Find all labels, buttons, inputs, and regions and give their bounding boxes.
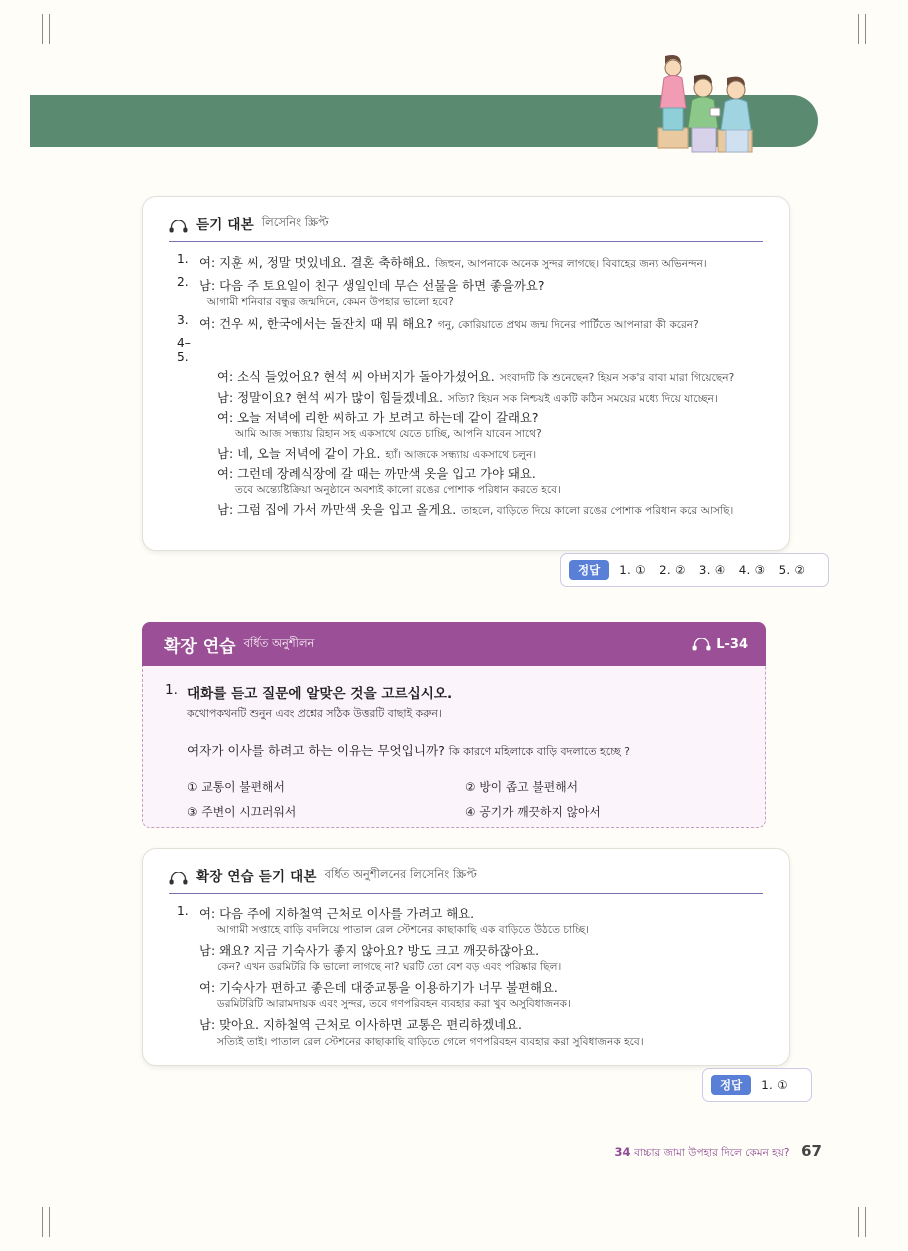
line-bangla: ডরমিটরিটি আরামদায়ক এবং সুন্দর, তবে গণপরিবহন ব্যবহার করা খুব অসুবিধাজনক।	[217, 998, 571, 1011]
line-korean: 남: 그럼 집에 가서 까만색 옷을 입고 올게요.	[217, 501, 457, 517]
extension-script-card	[142, 848, 790, 1066]
answer-item: 1. ①	[761, 1078, 788, 1092]
choice-option[interactable]: ④ 공기가 깨끗하지 않아서	[465, 805, 601, 819]
line-korean: 여: 기숙사가 편하고 좋은데 대중교통을 이용하기가 너무 불편해요.	[199, 980, 558, 996]
prompt-bangla: কি কারণে মহিলাকে বাড়ি বদলাতে হচ্ছে ?	[448, 745, 630, 758]
line-bangla: তাহলে, বাড়িতে দিয়ে কালো রঙের পোশাক পরিধান করে আসছি।	[461, 504, 734, 517]
script-line	[177, 252, 759, 273]
script-line	[177, 904, 759, 939]
crop-mark-bottom-right	[854, 1207, 870, 1237]
line-number: 4–5.	[177, 335, 191, 364]
unit-number: 34	[614, 1145, 631, 1159]
extension-practice-header	[142, 622, 766, 666]
section1-title-ko: 듣기 대본	[196, 217, 254, 233]
answer-key-1	[560, 553, 829, 587]
section1-title-bn: লিসেনিং স্ক্রিপ্ট	[261, 215, 329, 229]
script-line	[177, 978, 759, 1013]
answer-item: 4. ③	[738, 563, 766, 577]
choice-option[interactable]: ② 방이 좁고 불편해서	[465, 780, 578, 794]
line-bangla: সংবাদটি কি শুনেছেন? হিয়ন সক'র বাবা মারা গিয়েছেন?	[499, 371, 735, 384]
line-korean: 남: 다음 주 토요일이 친구 생일인데 무슨 선물을 하면 좋을까요?	[199, 277, 545, 293]
extension-practice-body	[142, 666, 766, 828]
unit-title: বাচ্চার জামা উপহার দিলে কেমন হয়?	[634, 1147, 790, 1159]
script-line	[177, 336, 759, 364]
extension-title-bn: বর্ধিত অনুশীলন	[243, 635, 315, 650]
extension-title-ko: 확장 연습	[164, 636, 236, 657]
headset-icon	[169, 872, 188, 885]
crop-mark-bottom-left	[38, 1207, 54, 1237]
line-korean: 여: 다음 주에 지하철역 근처로 이사를 가려고 해요.	[199, 906, 475, 921]
choice-option[interactable]: ③ 주변이 시끄러워서	[187, 805, 297, 819]
line-bangla: সত্যিই তাই। পাতাল রেল স্টেশনের কাছাকাছি বাড়িতে গেলে গণপরিবহন ব্যবহার করা সুবিধাজনক হবে।	[217, 1035, 644, 1048]
line-bangla: হ্যাঁ। আজকে সন্ধ্যায় একসাথে চলুন।	[385, 448, 537, 461]
section3-script	[143, 894, 789, 1070]
line-korean: 남: 맞아요. 지하철역 근처로 이사하면 교통은 편리하겠네요.	[199, 1017, 522, 1033]
people-illustration	[640, 50, 770, 165]
line-number	[177, 978, 199, 1013]
line-bangla: তবে অন্ত্যেষ্টিক্রিয়া অনুষ্ঠানে অবশ্যই কালো রঙের পোশাক পরিধান করতে হবে।	[235, 483, 561, 496]
line-number	[177, 941, 199, 976]
crop-mark-top-left	[38, 14, 54, 44]
answer-item: 1. ①	[619, 563, 646, 577]
headset-icon	[692, 638, 711, 651]
section1-title-row	[143, 197, 789, 239]
dialogue-line	[217, 464, 759, 499]
line-korean: 남: 네, 오늘 저녁에 같이 가요.	[217, 445, 381, 461]
audio-track-label: L-34	[716, 636, 748, 652]
line-number	[177, 1015, 199, 1050]
line-bangla: সত্যি? হিয়ন সক নিশ্চয়ই একটি কঠিন সময়ের মধ্যে দিয়ে যাচ্ছেন।	[448, 392, 718, 405]
script-line	[177, 941, 759, 976]
crop-mark-top-right	[854, 14, 870, 44]
question-number: 1.	[165, 682, 178, 698]
question-prompt	[165, 740, 743, 762]
listening-script-card	[142, 196, 790, 551]
line-bangla: আগামী সপ্তাহে বাড়ি বদলিয়ে পাতাল রেল স্টেশনের কাছাকাছি এক বাড়িতে উঠতে চাচ্ছি।	[217, 924, 590, 937]
line-korean: 남: 정말이요? 현석 씨가 많이 힘들겠네요.	[217, 389, 443, 405]
answer-item: 2. ②	[659, 563, 686, 577]
prompt-korean: 여자가 이사를 하려고 하는 이유는 무엇입니까?	[187, 743, 445, 758]
line-korean: 여: 오늘 저녁에 리한 씨하고 가 보려고 하는데 같이 갈래요?	[217, 409, 539, 425]
answer-key-2	[702, 1068, 812, 1102]
line-bangla: গনু, কোরিয়াতে প্রথম জন্ম দিনের পার্টিতে আপনারা কী করেন?	[437, 319, 699, 331]
page-footer	[614, 1142, 822, 1163]
section3-title-bn: বর্ধিত অনুশীলনের লিসেনিং স্ক্রিপ্ট	[324, 867, 477, 881]
line-korean: 여: 그런데 장례식장에 갈 때는 까만색 옷을 입고 가야 돼요.	[217, 465, 536, 481]
question-heading	[165, 682, 743, 702]
line-korean: 여: 건우 씨, 한국에서는 돌잔치 때 뭐 해요?	[199, 316, 433, 331]
answer-items	[619, 563, 814, 577]
line-bangla: আগামী শনিবার বন্ধুর জন্মদিনে, কেমন উপহার ভালো হবে?	[207, 296, 454, 309]
script-line	[177, 1015, 759, 1050]
line-korean: 여: 소식 들었어요? 현석 씨 아버지가 돌아가셨어요.	[217, 368, 495, 384]
answer-item: 5. ②	[778, 563, 806, 577]
section3-title-row	[143, 849, 789, 891]
line-number: 3.	[177, 313, 189, 327]
line-number: 1.	[177, 904, 189, 918]
dialogue-line	[217, 366, 759, 387]
line-number: 2.	[177, 274, 189, 289]
dialogue-line	[217, 499, 759, 520]
dialogue-block	[177, 366, 759, 520]
dialogue-line	[217, 443, 759, 464]
audio-track-badge[interactable]	[692, 637, 748, 652]
headset-icon	[169, 220, 188, 233]
answer-label: 정답	[569, 560, 609, 580]
answer-choices	[165, 778, 743, 820]
line-korean: 여: 지훈 씨, 정말 멋있네요. 결혼 축하해요.	[199, 255, 431, 270]
line-bangla: জিহুন, আপনাকে অনেক সুন্দর লাগছে। বিবাহের জন্য অভিনন্দন।	[435, 258, 707, 270]
page-number: 67	[801, 1142, 822, 1160]
line-bangla: আমি আজ সন্ধ্যায় রিহান সহ একসাথে যেতে চাচ্ছি, আপনি যাবেন সাথে?	[235, 427, 542, 440]
section3-title-ko: 확장 연습 듣기 대본	[196, 869, 317, 885]
question-bangla: কথোপকথনটি শুনুন এবং প্রশ্নের সঠিক উত্তরটি বাছাই করুন।	[187, 707, 442, 720]
question-korean: 대화를 듣고 질문에 알맞은 것을 고르십시오.	[187, 686, 453, 702]
line-bangla: কেন? এখন ডরমিটরি কি ভালো লাগছে না? ঘরটি তো বেশ বড় এবং পরিষ্কার ছিল।	[217, 961, 562, 974]
choice-option[interactable]: ① 교통이 불편해서	[187, 780, 285, 794]
line-number: 1.	[177, 252, 189, 266]
line-korean: 남: 왜요? 지금 기숙사가 좋지 않아요? 방도 크고 깨끗하잖아요.	[199, 943, 540, 959]
script-line	[177, 313, 759, 334]
answer-items	[761, 1078, 797, 1092]
section1-script	[143, 242, 789, 538]
answer-label: 정답	[711, 1075, 751, 1095]
dialogue-line	[217, 387, 759, 408]
script-line	[177, 275, 759, 311]
answer-item: 3. ④	[698, 563, 726, 577]
dialogue-line	[217, 408, 759, 443]
